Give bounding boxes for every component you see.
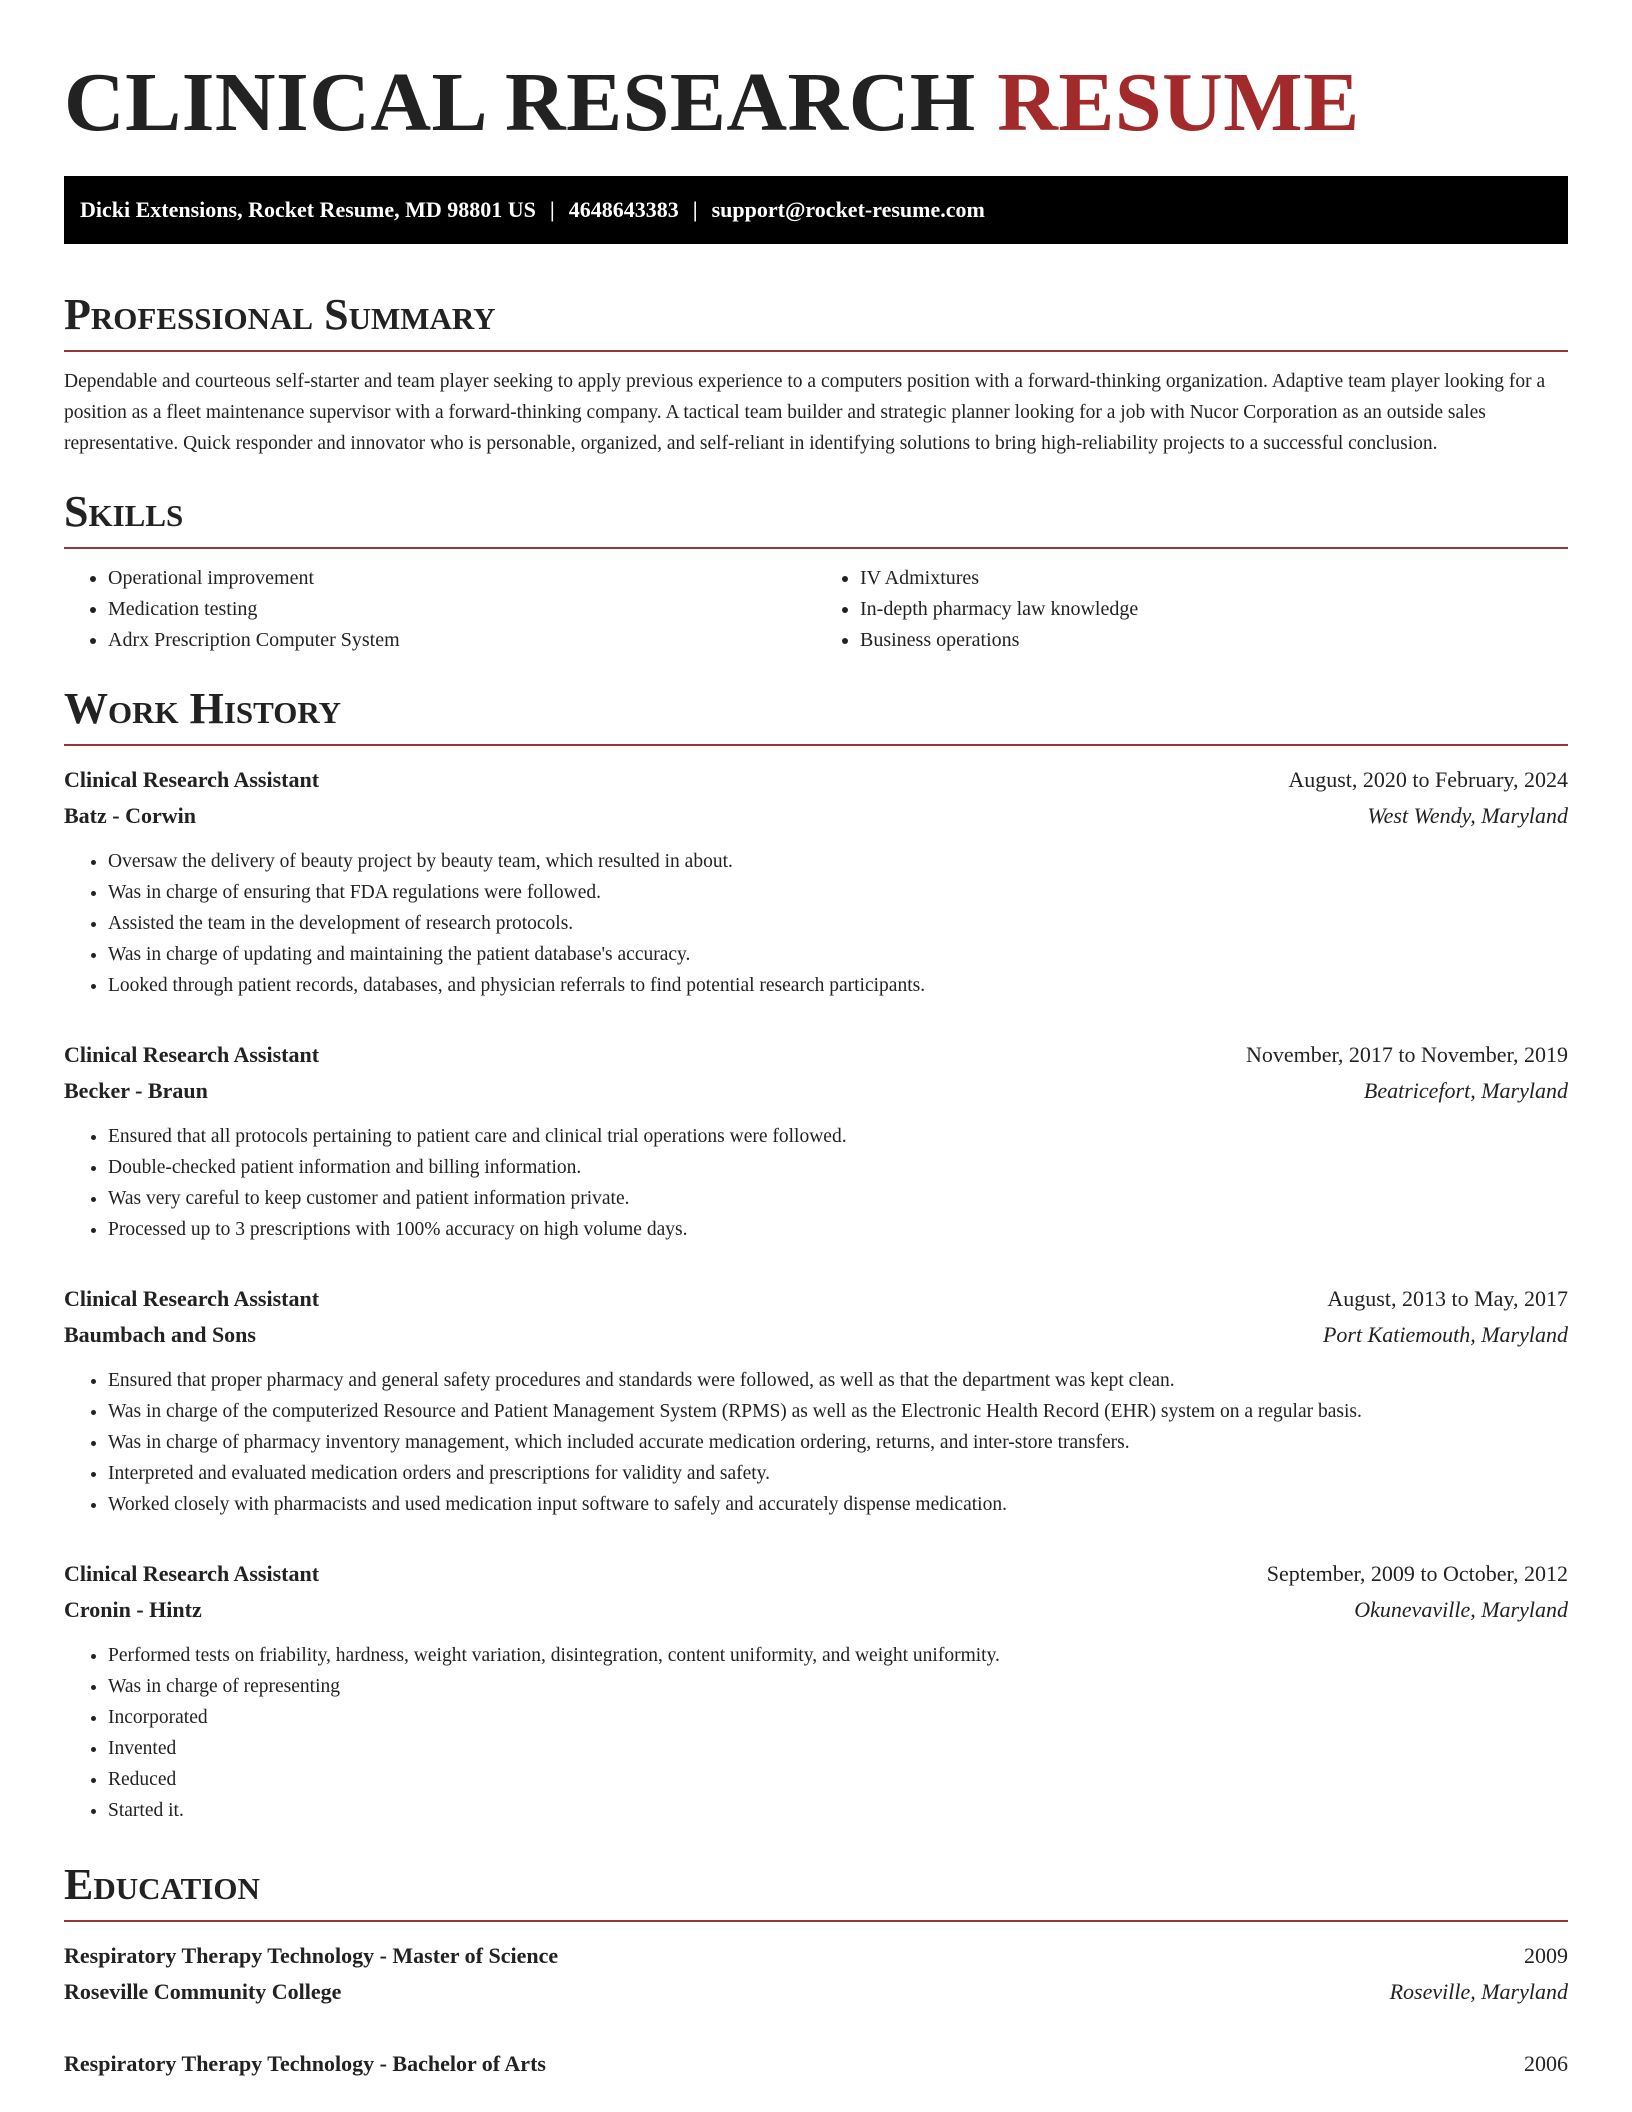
job-title: Clinical Research Assistant	[64, 1561, 320, 1586]
job-bullet: • Interpreted and evaluated medication orders and prescriptions for validity and safety.	[108, 1458, 1568, 1489]
job-title: Clinical Research Assistant	[64, 767, 320, 792]
skill-item: • Operational improvement	[108, 563, 816, 594]
contact-bar	[64, 176, 1568, 244]
job-bullet: • Processed up to 3 prescriptions with 100% accuracy on high volume days.	[108, 1214, 1568, 1245]
job-company: Baumbach and Sons	[64, 1322, 256, 1347]
contact-email[interactable]: support@rocket-resume.com	[711, 197, 985, 222]
contact-separator: |	[692, 197, 698, 222]
job-dates: August, 2013 to May, 2017	[1327, 1286, 1568, 1311]
education-location: Roseville, Maryland	[1389, 1979, 1568, 2004]
contact-address: Dicki Extensions, Rocket Resume, MD 98801 US	[80, 197, 536, 222]
title-part-2: RESUME	[997, 56, 1360, 149]
job-bullet: • Performed tests on friability, hardness, weight variation, disintegration, content uniformity, and weight uniformity.	[108, 1640, 1568, 1671]
skills-column-left	[64, 563, 816, 656]
job-bullet: • Oversaw the delivery of beauty project by beauty team, which resulted in about.	[108, 846, 1568, 877]
resume-title	[64, 58, 1568, 148]
summary-heading: Professional Summary	[64, 292, 1568, 352]
summary-text: Dependable and courteous self-starter and team player seeking to apply previous experience to a computers position with a forward-thinking organization. Adaptive team player looking for a position as a fleet maintenance supervisor with a forward-thinking company. A tactical team builder and strategic planner looking for a job with Nucor Corporation as an outside sales representative. Quick responder and innovator who is personable, organized, and self-reliant in identifying solutions to bring high-reliability projects to a successful conclusion.	[64, 371, 1546, 454]
job-bullet: • Invented	[108, 1733, 1568, 1764]
skill-item: • Business operations	[860, 625, 1568, 656]
skills-list	[64, 549, 1568, 656]
skill-item: • In-depth pharmacy law knowledge	[860, 594, 1568, 625]
job-company: Becker - Braun	[64, 1078, 208, 1103]
job-entry	[64, 1281, 1568, 1520]
education-degree: Respiratory Therapy Technology - Master of Science	[64, 1943, 559, 1968]
education-year: 2006	[1524, 2051, 1568, 2076]
skill-item: • Adrx Prescription Computer System	[108, 625, 816, 656]
job-company: Cronin - Hintz	[64, 1597, 202, 1622]
title-row	[64, 0, 1568, 176]
work-section	[64, 686, 1568, 1826]
job-bullet: • Ensured that proper pharmacy and general safety procedures and standards were followed, as well as that the department was kept clean.	[108, 1365, 1568, 1396]
job-bullet: • Assisted the team in the development of research protocols.	[108, 908, 1568, 939]
job-bullets	[64, 1365, 1568, 1520]
job-bullet: • Double-checked patient information and billing information.	[108, 1152, 1568, 1183]
job-bullet: • Was in charge of representing	[108, 1671, 1568, 1702]
skills-heading: Skills	[64, 489, 1568, 549]
contact-phone: 4648643383	[568, 197, 679, 222]
job-location: Port Katiemouth, Maryland	[1322, 1322, 1568, 1347]
education-degree: Respiratory Therapy Technology - Bachelor of Arts	[64, 2051, 546, 2076]
summary-section	[64, 292, 1568, 459]
job-bullet: • Was in charge of the computerized Resource and Patient Management System (RPMS) as well as the Electronic Health Record (EHR) system on a regular basis.	[108, 1396, 1568, 1427]
job-location: Okunevaville, Maryland	[1354, 1597, 1568, 1622]
title-part-1: CLINICAL RESEARCH	[64, 56, 976, 149]
job-bullet: • Was in charge of ensuring that FDA regulations were followed.	[108, 877, 1568, 908]
education-school: Roseville Community College	[64, 1979, 342, 2004]
job-title: Clinical Research Assistant	[64, 1042, 320, 1067]
job-bullet: • Reduced	[108, 1764, 1568, 1795]
skill-item: • Medication testing	[108, 594, 816, 625]
job-bullet: • Was very careful to keep customer and patient information private.	[108, 1183, 1568, 1214]
job-entry	[64, 762, 1568, 1001]
job-bullet: • Worked closely with pharmacists and used medication input software to safely and accurately dispense medication.	[108, 1489, 1568, 1520]
job-location: Beatricefort, Maryland	[1363, 1078, 1568, 1103]
job-location: West Wendy, Maryland	[1367, 803, 1568, 828]
job-bullets	[64, 846, 1568, 1001]
job-bullet: • Looked through patient records, databases, and physician referrals to find potential research participants.	[108, 970, 1568, 1001]
skills-column-right	[816, 563, 1568, 656]
job-company: Batz - Corwin	[64, 803, 196, 828]
education-section	[64, 1862, 1568, 2082]
job-bullet: • Started it.	[108, 1795, 1568, 1826]
job-bullets	[64, 1121, 1568, 1245]
job-bullet: • Was in charge of pharmacy inventory management, which included accurate medication ordering, returns, and inter-store transfers.	[108, 1427, 1568, 1458]
job-entry	[64, 1037, 1568, 1245]
job-bullet: • Incorporated	[108, 1702, 1568, 1733]
job-bullet: • Was in charge of updating and maintaining the patient database's accuracy.	[108, 939, 1568, 970]
education-year: 2009	[1524, 1943, 1568, 1968]
job-entry	[64, 1556, 1568, 1826]
job-dates: November, 2017 to November, 2019	[1245, 1042, 1568, 1067]
job-bullets	[64, 1640, 1568, 1826]
work-heading: Work History	[64, 686, 1568, 746]
job-title: Clinical Research Assistant	[64, 1286, 320, 1311]
education-entry	[64, 1938, 1568, 2010]
education-heading: Education	[64, 1862, 1568, 1922]
job-dates: September, 2009 to October, 2012	[1266, 1561, 1568, 1586]
education-entry	[64, 2046, 1568, 2082]
skill-item: • IV Admixtures	[860, 563, 1568, 594]
job-dates: August, 2020 to February, 2024	[1288, 767, 1568, 792]
job-bullet: • Ensured that all protocols pertaining to patient care and clinical trial operations were followed.	[108, 1121, 1568, 1152]
skills-section	[64, 489, 1568, 656]
contact-separator: |	[549, 197, 555, 222]
